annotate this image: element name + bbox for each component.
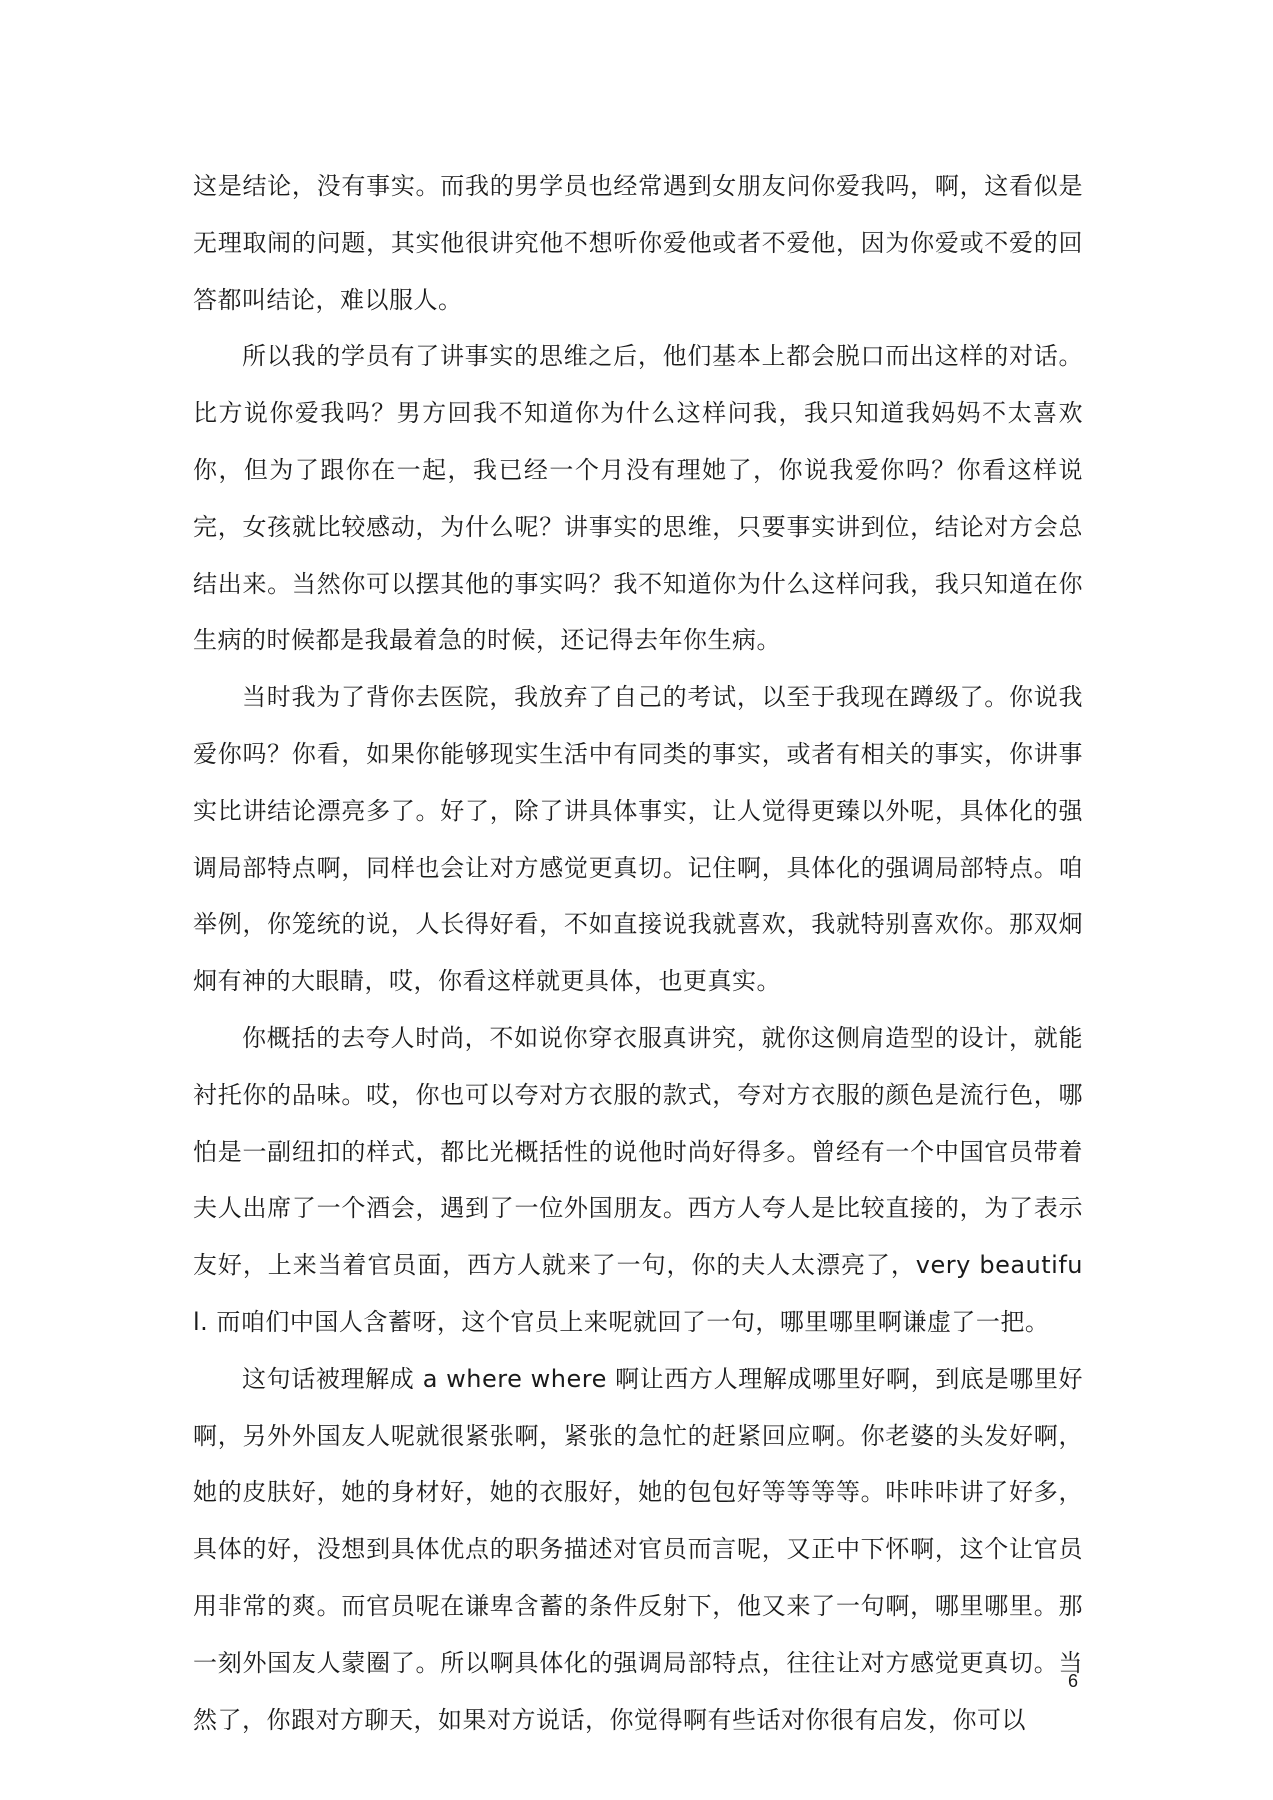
page-number: 6 <box>1068 1671 1079 1691</box>
paragraph: 这是结论，没有事实。而我的男学员也经常遇到女朋友问你爱我吗，啊，这看似是无理取闹的问题，其实他很讲究他不想听你爱他或者不爱他，因为你爱或不爱的回答都叫结论，难以服人。 <box>193 172 1083 314</box>
paragraph: 这句话被理解成 a where where 啊让西方人理解成哪里好啊，到底是哪里好啊，另外外国友人呢就很紧张啊，紧张的急忙的赶紧回应啊。你老婆的头发好啊，她的皮肤好，她的身材好，她的衣服好，她的包包好等等等等。咔咔咔讲了好多，具体的好，没想到具体优点的职务描述对官员而言呢，又正中下怀啊，这个让官员用非常的爽。而官员呢在谦卑含蓄的条件反射下，他又来了一句啊，哪里哪里。那一刻外国友人蒙圈了。所以啊具体化的强调局部特点，往往让对方感觉更真切。当然了，你跟对方聊天，如果对方说话，你觉得啊有些话对你很有启发，你可以 <box>193 1364 1083 1734</box>
body-text <box>193 158 1083 1748</box>
paragraph: 当时我为了背你去医院，我放弃了自己的考试，以至于我现在蹲级了。你说我爱你吗？你看，如果你能够现实生活中有同类的事实，或者有相关的事实，你讲事实比讲结论漂亮多了。好了，除了讲具体事实，让人觉得更臻以外呢，具体化的强调局部特点啊，同样也会让对方感觉更真切。记住啊，具体化的强调局部特点。咱举例，你笼统的说，人长得好看，不如直接说我就喜欢，我就特别喜欢你。那双炯炯有神的大眼睛，哎，你看这样就更具体，也更真实。 <box>193 683 1083 996</box>
paragraph: 你概括的去夸人时尚，不如说你穿衣服真讲究，就你这侧肩造型的设计，就能衬托你的品味。哎，你也可以夸对方衣服的款式，夸对方衣服的颜色是流行色，哪怕是一副纽扣的样式，都比光概括性的说他时尚好得多。曾经有一个中国官员带着夫人出席了一个酒会，遇到了一位外国朋友。西方人夸人是比较直接的，为了表示友好，上来当着官员面，西方人就来了一句，你的夫人太漂亮了，very beautiful. 而咱们中国人含蓄呀，这个官员上来呢就回了一句，哪里哪里啊谦虚了一把。 <box>193 1023 1083 1336</box>
paragraph: 所以我的学员有了讲事实的思维之后，他们基本上都会脱口而出这样的对话。比方说你爱我吗？男方回我不知道你为什么这样问我，我只知道我妈妈不太喜欢你，但为了跟你在一起，我已经一个月没有理她了，你说我爱你吗？你看这样说完，女孩就比较感动，为什么呢？讲事实的思维，只要事实讲到位，结论对方会总结出来。当然你可以摆其他的事实吗？我不知道你为什么这样问我，我只知道在你生病的时候都是我最着急的时候，还记得去年你生病。 <box>193 342 1083 655</box>
